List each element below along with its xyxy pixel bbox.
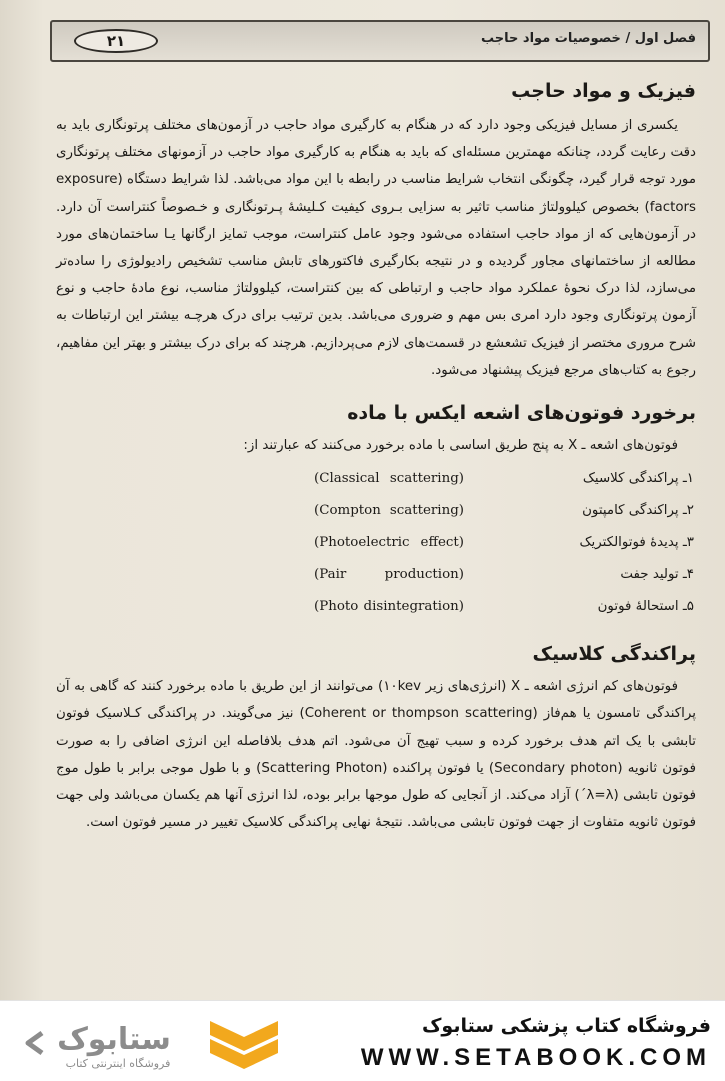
item-english: (Photo disintegration) (314, 599, 464, 615)
item-english: (Pair production) (314, 567, 464, 583)
item-persian: ۱ـ پراکندگی کلاسیک (582, 471, 694, 487)
item-persian: ۵ـ استحالهٔ فوتون (597, 599, 694, 615)
list-item (56, 463, 696, 495)
list-item (56, 527, 696, 559)
store-logo[interactable] (14, 1015, 282, 1071)
list-item (56, 495, 696, 527)
interactions-intro: فوتون‌های اشعه ـ X به پنج طریق اساسی با ماده برخورد می‌کنند که عبارتند از: (243, 438, 678, 454)
logo-graphic (14, 1015, 282, 1071)
item-persian: ۳ـ پدیدهٔ فوتوالکتریک (579, 535, 694, 551)
item-persian: ۴ـ تولید جفت (620, 567, 694, 583)
page-number: ۲۱ (74, 29, 158, 53)
store-name: فروشگاه کتاب پزشکی ستابوک (421, 1015, 711, 1037)
section-title-interactions: برخورد فوتون‌های اشعه ایکس با ماده (347, 402, 696, 425)
section-title-physics: فیزیک و مواد حاجب (511, 80, 696, 102)
item-persian: ۲ـ پراکندگی کامپتون (582, 503, 694, 519)
item-english: (Photoelectric effect) (314, 535, 464, 551)
page-content (56, 76, 696, 836)
interaction-list (56, 463, 696, 623)
arrow-icon (28, 1033, 42, 1053)
chapter-title: فصل اول / خصوصیات مواد حاجب (481, 31, 696, 46)
store-footer (0, 1000, 725, 1081)
item-english: (Compton scattering) (314, 503, 464, 519)
list-item (56, 591, 696, 623)
physics-paragraph: یکسری از مسایل فیزیکی وجود دارد که در هنگام به کارگیری مواد حاجب در آزمون‌های مختلف پرتونگاری باید به دقت رعایت گردد، چنانکه مهمترین مسئله‌ای که باید به هنگام به کارگیری مواد حاجب در آزمونهای مختلف پرتونگاری مورد توجه قرار گیرد، چگونگی انتخاب شرایط مناسب در رابطه با این مواد می‌باشد. لذا شرایط دستگاه (exposure factors) بخصوص کیلوولتاژ مناسب تاثیر به سزایی بـروی کیفیت کـلیشهٔ پـرتونگاری و خـصوصاً کنتراست آن دارد. در آزمون‌هایی که از مواد حاجب استفاده می‌شود وجود عامل کنتراست، موجب تمایز ارگانها یـا ساختمان‌های مورد مطالعه از ساختمانهای مجاور گردیده و در نتیجه بکارگیری فاکتورهای تابش مناسب تشخیص رادیولوژی را ساده‌تر می‌سازد، لذا درک نحوهٔ عملکرد مواد حاجب و ارتباطی که بین کنتراست، کیلوولتاژ مناسب، نوع مادهٔ حاجب و نوع آزمون پرتونگاری وجود دارد امری بس مهم و ضروری می‌باشد. بدین ترتیب برای درک هرچـه بیشتر این ارتباطات به شرح مروری مختصر از فیزیک تشعشع در قسمت‌های لازم می‌پردازیم. هرچند که برای درک بیشتر و بهتر این مفاهیم، رجوع به کتاب‌های مرجع فیزیک پیشنهاد می‌شود. (56, 118, 696, 378)
classical-paragraph: فوتون‌های کم انرژی اشعه ـ X (انرژی‌های زیر ۱۰kev) می‌توانند از این طریق با ماده برخورد کنند که گاهی به آن پراکندگی تامسون یا هم‌فاز (Coherent or thompson scattering) نیز می‌گویند. در پراکندگی کـلاسیک فوتون تابشی با یک اتم هدف برخورد کرده و سبب تهیج آن می‌شود. اتم هدف بلافاصله این انرژی اضافی را به صورت فوتون ثانویه (Secondary photon) یا فوتون پراکنده (Scattering Photon) و با طول موجی برابر با طول موج فوتون تابشی (λ=λ΄) آزاد می‌کند. از آنجایی که طول موجها برابر بوده، لذا انرژی آنها هم یکسان می‌باشد ولی جهت فوتون ثانویه متفاوت از جهت فوتون تابشی می‌باشد. نتیجهٔ نهایی پراکندگی کلاسیک تغییر در مسیر فوتون است. (56, 679, 697, 831)
logo-wordmark: ستابوک (57, 1022, 171, 1057)
store-url-link[interactable]: WWW.SETABOOK.COM (360, 1044, 711, 1071)
logo-tagline: فروشگاه اینترنتی کتاب (65, 1057, 171, 1070)
page-header (50, 20, 710, 62)
list-item (56, 559, 696, 591)
section-title-classical: پراکندگی کلاسیک (532, 643, 696, 666)
item-english: (Classical scattering) (314, 471, 464, 487)
